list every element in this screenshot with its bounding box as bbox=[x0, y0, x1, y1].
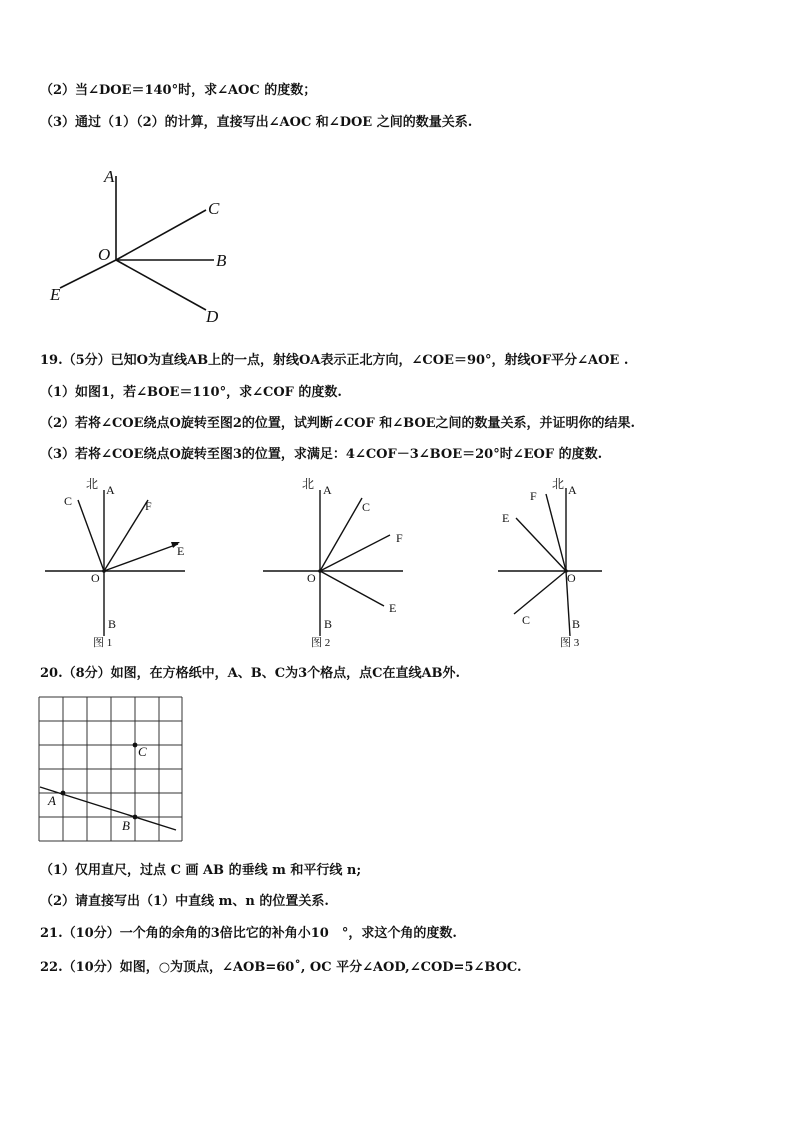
ray-OC bbox=[116, 210, 206, 260]
caption-fig2: 图 2 bbox=[311, 637, 331, 649]
label-F: F bbox=[396, 531, 403, 545]
point-A bbox=[61, 791, 66, 796]
q20-part2: （2）请直接写出（1）中直线 m、n 的位置关系. bbox=[40, 894, 329, 909]
q19-part2: （2）若将∠COE绕点O旋转至图2的位置，试判断∠COF 和∠BOE之间的数量关系，并证明你的结果. bbox=[40, 416, 636, 431]
ray-OE bbox=[60, 260, 116, 288]
label-O: O bbox=[98, 245, 111, 264]
point-C bbox=[133, 743, 138, 748]
ray-OF bbox=[104, 500, 148, 571]
label-A: A bbox=[48, 793, 56, 808]
label-B: B bbox=[324, 617, 333, 631]
q19-figure-3 bbox=[496, 478, 646, 650]
ray-OC bbox=[514, 571, 566, 614]
label-D: D bbox=[206, 307, 219, 326]
label-north: 北 bbox=[302, 478, 315, 491]
q18-part3: （3）通过（1）（2）的计算，直接写出∠AOC 和∠DOE 之间的数量关系. bbox=[40, 115, 473, 130]
point-B bbox=[133, 815, 138, 820]
q21-text: 21.（10分）一个角的余角的3倍比它的补角小10 °，求这个角的度数. bbox=[40, 926, 457, 941]
label-north: 北 bbox=[86, 478, 99, 491]
caption-fig3: 图 3 bbox=[560, 637, 580, 649]
caption-fig1: 图 1 bbox=[93, 637, 113, 649]
q19-part3: （3）若将∠COE绕点O旋转至图3的位置，求满足：4∠COF－3∠BOE＝20°时∠EOF 的度数. bbox=[40, 447, 603, 462]
q20-grid-figure bbox=[38, 696, 188, 846]
label-O: O bbox=[91, 571, 100, 585]
ray-OD bbox=[116, 260, 206, 310]
q18-part2: （2）当∠DOE＝140°时，求∠AOC 的度数； bbox=[40, 83, 317, 98]
label-E: E bbox=[389, 601, 397, 615]
label-A: A bbox=[568, 483, 577, 497]
q19-figure-2 bbox=[258, 478, 408, 650]
q19-intro: 19.（5分）已知O为直线AB上的一点，射线OA表示正北方向，∠COE＝90°，射线OF平分∠AOE . bbox=[40, 353, 629, 368]
label-C: C bbox=[138, 744, 147, 759]
label-B: B bbox=[108, 617, 117, 631]
ray-OE bbox=[104, 544, 178, 571]
q20-part1: （1）仅用直尺，过点 C 画 AB 的垂线 m 和平行线 n; bbox=[40, 863, 362, 878]
label-C: C bbox=[362, 500, 371, 514]
label-A: A bbox=[323, 483, 332, 497]
q20-intro: 20.（8分）如图，在方格纸中，A、B、C为3个格点，点C在直线AB外. bbox=[40, 666, 461, 681]
label-A: A bbox=[106, 483, 115, 497]
label-F: F bbox=[530, 489, 537, 503]
label-O: O bbox=[567, 571, 576, 585]
ray-OE bbox=[320, 571, 384, 606]
label-E: E bbox=[502, 511, 510, 525]
q19-part1: （1）如图1，若∠BOE＝110°，求∠COF 的度数. bbox=[40, 385, 342, 400]
label-F: F bbox=[145, 499, 152, 513]
q18-figure bbox=[40, 160, 240, 330]
q22-text: 22.（10分）如图，○为顶点，∠AOB=60˚, OC 平分∠AOD,∠COD=5∠BOC. bbox=[40, 960, 522, 975]
label-B: B bbox=[216, 251, 227, 270]
label-A: A bbox=[104, 167, 115, 186]
label-E: E bbox=[50, 285, 61, 304]
label-C: C bbox=[64, 494, 73, 508]
ray-OC bbox=[78, 500, 104, 571]
q19-figure-1 bbox=[40, 478, 190, 650]
label-O: O bbox=[307, 571, 316, 585]
label-E: E bbox=[177, 544, 185, 558]
label-north: 北 bbox=[552, 478, 565, 491]
label-B: B bbox=[572, 617, 581, 631]
label-C: C bbox=[208, 199, 220, 218]
label-B: B bbox=[122, 818, 130, 833]
label-C: C bbox=[522, 613, 531, 627]
